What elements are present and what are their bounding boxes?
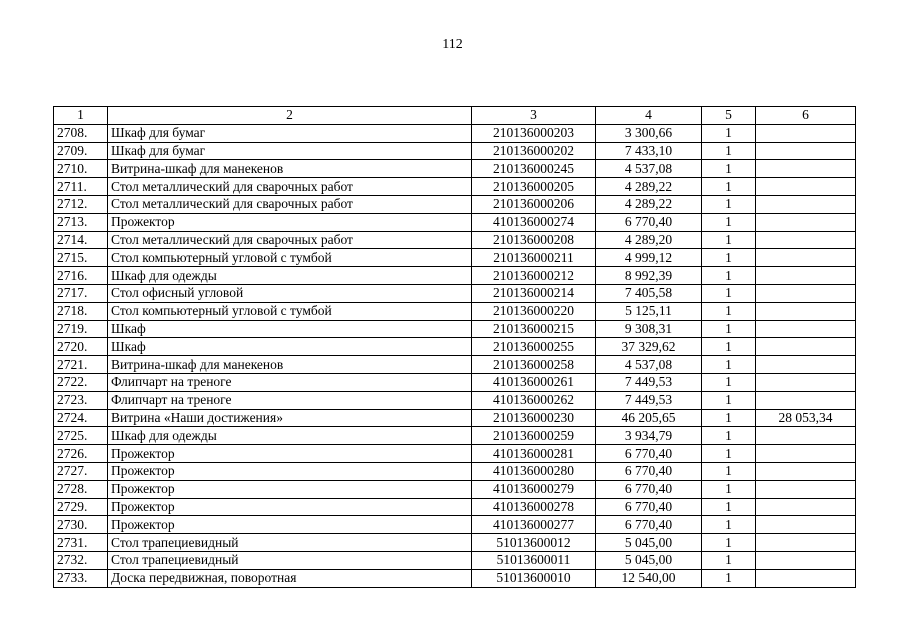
item-quantity: 1: [702, 445, 756, 463]
item-value: 7 449,53: [596, 373, 702, 391]
row-number: 2718.: [54, 302, 108, 320]
item-quantity: 1: [702, 231, 756, 249]
item-extra: [756, 445, 856, 463]
table-row: [54, 498, 856, 516]
item-quantity: 1: [702, 356, 756, 374]
inventory-code: 210136000206: [472, 195, 596, 213]
row-number: 2731.: [54, 534, 108, 552]
item-name: Стол металлический для сварочных работ: [108, 231, 472, 249]
row-number: 2710.: [54, 160, 108, 178]
row-number: 2732.: [54, 551, 108, 569]
item-extra: [756, 284, 856, 302]
item-quantity: 1: [702, 124, 756, 142]
item-name: Флипчарт на треноге: [108, 373, 472, 391]
row-number: 2709.: [54, 142, 108, 160]
inventory-code: 410136000261: [472, 373, 596, 391]
item-name: Шкаф для одежды: [108, 427, 472, 445]
row-number: 2730.: [54, 516, 108, 534]
inventory-code: 210136000208: [472, 231, 596, 249]
item-extra: [756, 338, 856, 356]
item-name: Шкаф: [108, 320, 472, 338]
item-extra: [756, 569, 856, 587]
inventory-code: 410136000274: [472, 213, 596, 231]
item-extra: [756, 391, 856, 409]
item-quantity: 1: [702, 391, 756, 409]
item-extra: [756, 213, 856, 231]
table-row: [54, 249, 856, 267]
item-value: 6 770,40: [596, 445, 702, 463]
row-number: 2716.: [54, 267, 108, 285]
inventory-code: 210136000212: [472, 267, 596, 285]
table-row: [54, 445, 856, 463]
item-extra: [756, 551, 856, 569]
inventory-code: 210136000230: [472, 409, 596, 427]
item-quantity: 1: [702, 427, 756, 445]
item-extra: [756, 302, 856, 320]
table-row: [54, 302, 856, 320]
item-name: Стол трапециевидный: [108, 534, 472, 552]
item-name: Стол трапециевидный: [108, 551, 472, 569]
row-number: 2724.: [54, 409, 108, 427]
row-number: 2717.: [54, 284, 108, 302]
inventory-code: 210136000202: [472, 142, 596, 160]
row-number: 2720.: [54, 338, 108, 356]
row-number: 2726.: [54, 445, 108, 463]
table-row: [54, 213, 856, 231]
item-extra: [756, 534, 856, 552]
table-body: [54, 124, 856, 587]
column-header-3: 3: [472, 107, 596, 125]
table-row: [54, 338, 856, 356]
column-header-2: 2: [108, 107, 472, 125]
table-row: [54, 195, 856, 213]
table-row: [54, 178, 856, 196]
table-row: [54, 356, 856, 374]
inventory-code: 410136000279: [472, 480, 596, 498]
item-name: Шкаф для бумаг: [108, 124, 472, 142]
row-number: 2725.: [54, 427, 108, 445]
item-quantity: 1: [702, 302, 756, 320]
item-quantity: 1: [702, 516, 756, 534]
inventory-code: 51013600012: [472, 534, 596, 552]
item-value: 4 289,22: [596, 178, 702, 196]
item-extra: [756, 267, 856, 285]
item-value: 6 770,40: [596, 480, 702, 498]
inventory-code: 210136000211: [472, 249, 596, 267]
item-quantity: 1: [702, 534, 756, 552]
item-value: 7 449,53: [596, 391, 702, 409]
item-value: 9 308,31: [596, 320, 702, 338]
item-extra: [756, 373, 856, 391]
inventory-code: 51013600010: [472, 569, 596, 587]
item-name: Прожектор: [108, 498, 472, 516]
item-value: 8 992,39: [596, 267, 702, 285]
item-extra: [756, 480, 856, 498]
column-header-5: 5: [702, 107, 756, 125]
table-row: [54, 569, 856, 587]
inventory-code: 210136000220: [472, 302, 596, 320]
item-name: Прожектор: [108, 480, 472, 498]
table-row: [54, 142, 856, 160]
item-value: 4 289,20: [596, 231, 702, 249]
table-row: [54, 231, 856, 249]
table-row: [54, 516, 856, 534]
inventory-code: 210136000214: [472, 284, 596, 302]
item-extra: [756, 160, 856, 178]
item-value: 37 329,62: [596, 338, 702, 356]
table-row: [54, 427, 856, 445]
item-extra: [756, 516, 856, 534]
table-row: [54, 534, 856, 552]
table-row: [54, 267, 856, 285]
item-extra: [756, 462, 856, 480]
table-header-row: [54, 107, 856, 125]
item-quantity: 1: [702, 338, 756, 356]
item-name: Витрина-шкаф для манекенов: [108, 160, 472, 178]
item-value: 6 770,40: [596, 462, 702, 480]
item-quantity: 1: [702, 373, 756, 391]
item-name: Прожектор: [108, 213, 472, 231]
item-extra: 28 053,34: [756, 409, 856, 427]
item-value: 5 125,11: [596, 302, 702, 320]
item-value: 5 045,00: [596, 534, 702, 552]
row-number: 2713.: [54, 213, 108, 231]
item-value: 4 537,08: [596, 356, 702, 374]
item-name: Шкаф: [108, 338, 472, 356]
item-extra: [756, 356, 856, 374]
row-number: 2712.: [54, 195, 108, 213]
item-value: 12 540,00: [596, 569, 702, 587]
item-extra: [756, 231, 856, 249]
row-number: 2708.: [54, 124, 108, 142]
column-header-6: 6: [756, 107, 856, 125]
inventory-code: 210136000245: [472, 160, 596, 178]
item-extra: [756, 178, 856, 196]
item-name: Стол металлический для сварочных работ: [108, 195, 472, 213]
table-row: [54, 124, 856, 142]
item-extra: [756, 498, 856, 516]
row-number: 2733.: [54, 569, 108, 587]
item-value: 6 770,40: [596, 516, 702, 534]
item-quantity: 1: [702, 480, 756, 498]
column-header-1: 1: [54, 107, 108, 125]
item-quantity: 1: [702, 160, 756, 178]
page-number: 112: [442, 37, 463, 52]
item-quantity: 1: [702, 213, 756, 231]
item-name: Прожектор: [108, 445, 472, 463]
table-row: [54, 160, 856, 178]
item-value: 3 300,66: [596, 124, 702, 142]
row-number: 2721.: [54, 356, 108, 374]
item-name: Стол компьютерный угловой с тумбой: [108, 302, 472, 320]
item-extra: [756, 124, 856, 142]
table-row: [54, 409, 856, 427]
inventory-code: 410136000280: [472, 462, 596, 480]
item-name: Прожектор: [108, 516, 472, 534]
inventory-code: 210136000258: [472, 356, 596, 374]
row-number: 2714.: [54, 231, 108, 249]
item-name: Флипчарт на треноге: [108, 391, 472, 409]
item-extra: [756, 142, 856, 160]
item-name: Шкаф для бумаг: [108, 142, 472, 160]
item-value: 4 537,08: [596, 160, 702, 178]
item-value: 46 205,65: [596, 409, 702, 427]
item-name: Витрина «Наши достижения»: [108, 409, 472, 427]
item-quantity: 1: [702, 551, 756, 569]
item-quantity: 1: [702, 569, 756, 587]
inventory-code: 210136000205: [472, 178, 596, 196]
inventory-code: 410136000277: [472, 516, 596, 534]
item-quantity: 1: [702, 142, 756, 160]
item-quantity: 1: [702, 249, 756, 267]
row-number: 2727.: [54, 462, 108, 480]
row-number: 2722.: [54, 373, 108, 391]
inventory-code: 410136000262: [472, 391, 596, 409]
row-number: 2719.: [54, 320, 108, 338]
table-row: [54, 373, 856, 391]
item-value: 4 289,22: [596, 195, 702, 213]
item-extra: [756, 320, 856, 338]
row-number: 2729.: [54, 498, 108, 516]
item-value: 7 405,58: [596, 284, 702, 302]
table-row: [54, 480, 856, 498]
item-value: 6 770,40: [596, 213, 702, 231]
item-value: 3 934,79: [596, 427, 702, 445]
item-value: 5 045,00: [596, 551, 702, 569]
item-extra: [756, 249, 856, 267]
item-quantity: 1: [702, 178, 756, 196]
inventory-code: 210136000259: [472, 427, 596, 445]
item-name: Доска передвижная, поворотная: [108, 569, 472, 587]
column-header-4: 4: [596, 107, 702, 125]
item-extra: [756, 195, 856, 213]
inventory-code: 210136000215: [472, 320, 596, 338]
item-name: Витрина-шкаф для манекенов: [108, 356, 472, 374]
inventory-code: 210136000203: [472, 124, 596, 142]
item-quantity: 1: [702, 320, 756, 338]
item-quantity: 1: [702, 284, 756, 302]
inventory-code: 410136000278: [472, 498, 596, 516]
item-value: 6 770,40: [596, 498, 702, 516]
item-name: Шкаф для одежды: [108, 267, 472, 285]
table-row: [54, 320, 856, 338]
table-row: [54, 462, 856, 480]
row-number: 2723.: [54, 391, 108, 409]
row-number: 2711.: [54, 178, 108, 196]
row-number: 2728.: [54, 480, 108, 498]
item-value: 4 999,12: [596, 249, 702, 267]
item-quantity: 1: [702, 195, 756, 213]
item-name: Стол металлический для сварочных работ: [108, 178, 472, 196]
item-quantity: 1: [702, 462, 756, 480]
item-quantity: 1: [702, 498, 756, 516]
inventory-table: [53, 106, 856, 588]
item-name: Стол офисный угловой: [108, 284, 472, 302]
item-name: Прожектор: [108, 462, 472, 480]
item-extra: [756, 427, 856, 445]
item-quantity: 1: [702, 267, 756, 285]
inventory-code: 410136000281: [472, 445, 596, 463]
item-value: 7 433,10: [596, 142, 702, 160]
table-row: [54, 391, 856, 409]
item-name: Стол компьютерный угловой с тумбой: [108, 249, 472, 267]
inventory-code: 210136000255: [472, 338, 596, 356]
inventory-code: 51013600011: [472, 551, 596, 569]
table-row: [54, 284, 856, 302]
row-number: 2715.: [54, 249, 108, 267]
table-row: [54, 551, 856, 569]
item-quantity: 1: [702, 409, 756, 427]
